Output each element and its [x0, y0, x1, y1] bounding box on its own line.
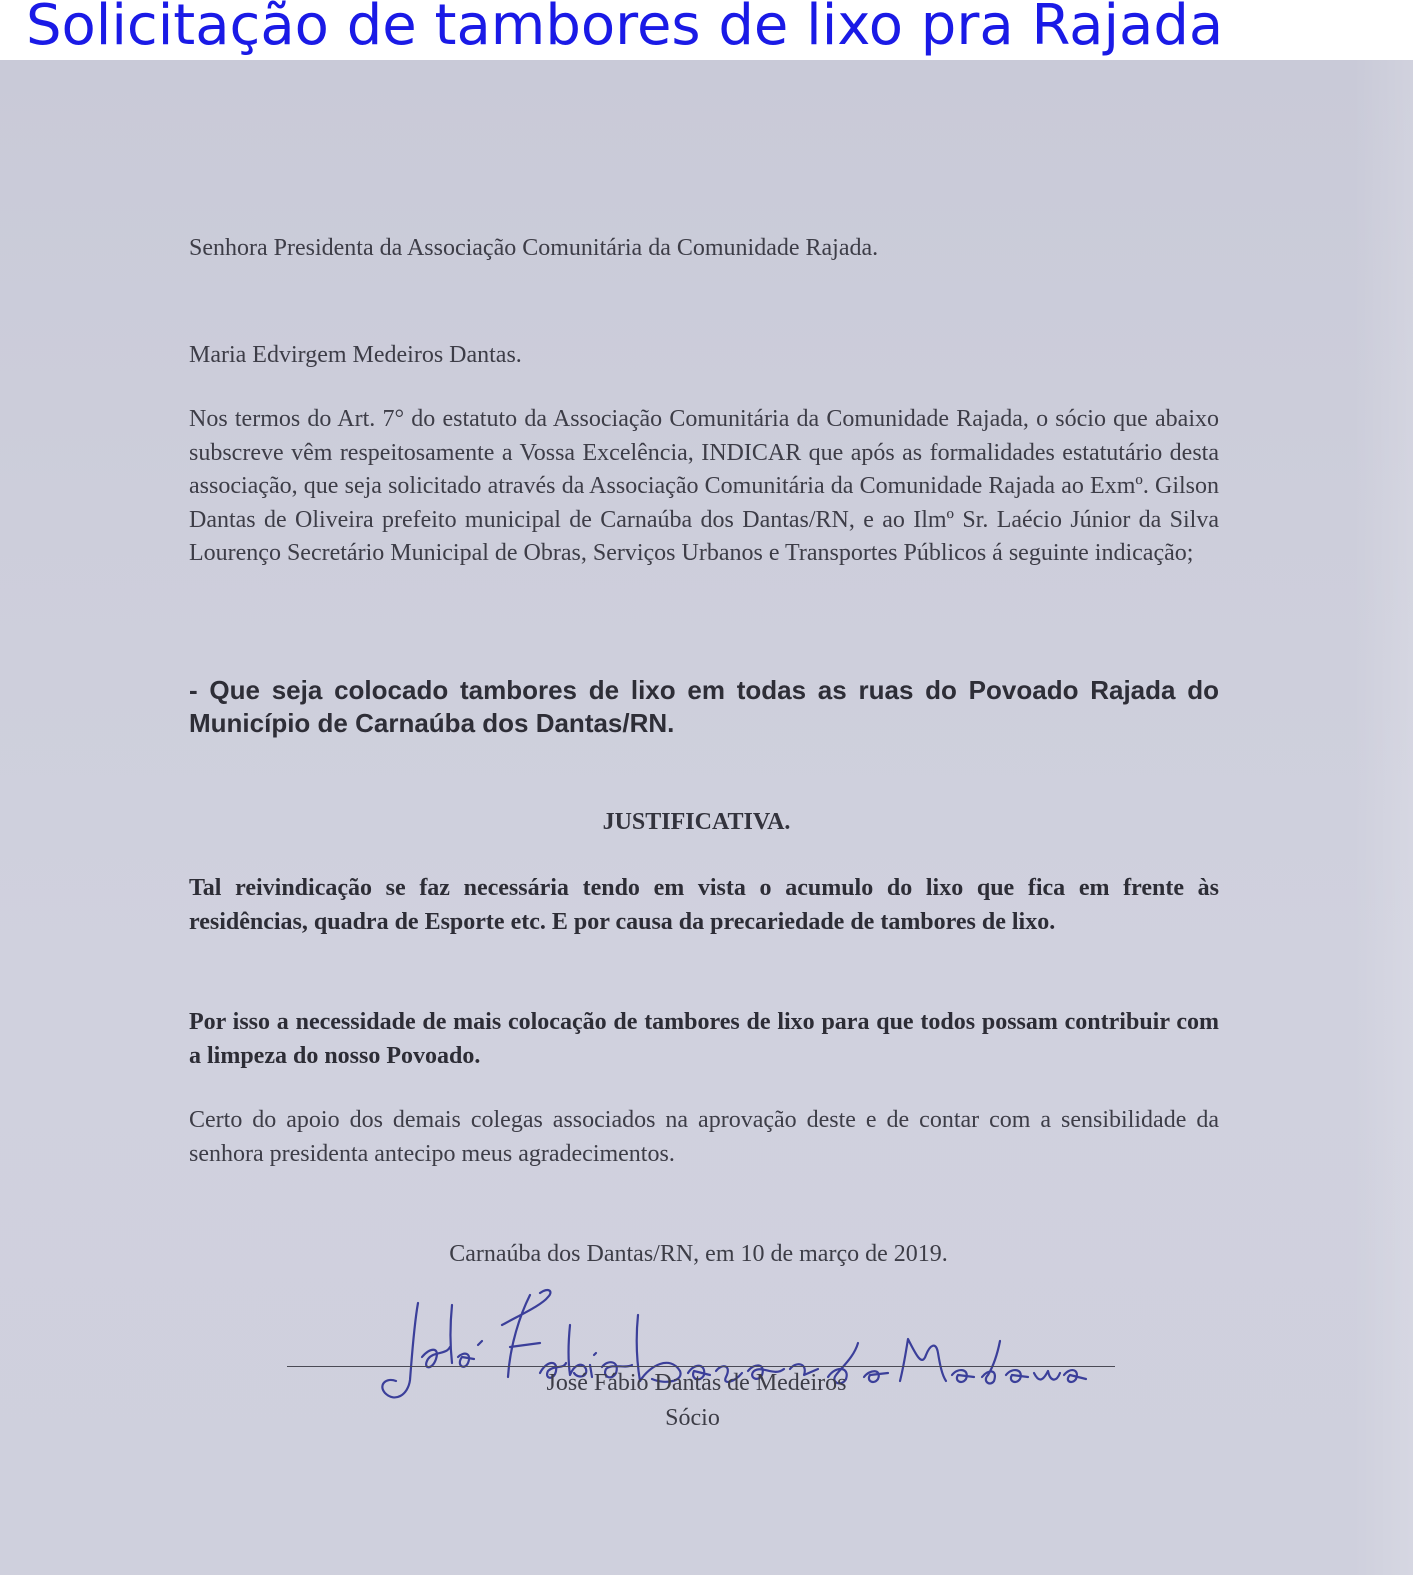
- closing-paragraph: Certo do apoio dos demais colegas associados na aprovação deste e de contar com a sensibilidade da senhora presidenta antecipo meus agradecimentos.: [189, 1107, 1219, 1167]
- scanned-letter: [0, 60, 1413, 1575]
- intro-paragraph: Nos termos do Art. 7° do estatuto da Associação Comunitária da Comunidade Rajada, o sócio que abaixo subscreve vêm respeitosamente a Vossa Excelência, INDICAR que após as formalidades estatutário desta associação, que seja solicitado através da Associação Comunitária da Comunidade Rajada ao Exmº. Gilson Dantas de Oliveira prefeito municipal de Carnaúba dos Dantas/RN, e ao Ilmº Sr. Laécio Júnior da Silva Lourenço Secretário Municipal de Obras, Serviços Urbanos e Transportes Públicos á seguinte indicação;: [189, 406, 1219, 566]
- justification-paragraph-2: Por isso a necessidade de mais colocação de tambores de lixo para que todos possam contribuir com a limpeza do nosso Povoado.: [189, 1009, 1219, 1069]
- indication-text: - Que seja colocado tambores de lixo em todas as ruas do Povoado Rajada do Município de Carnaúba dos Dantas/RN.: [189, 675, 1219, 738]
- letter-recipient-name: Maria Edvirgem Medeiros Dantas.: [189, 342, 522, 368]
- banner-title: Solicitação de tambores de lixo pra Rajada: [26, 0, 1224, 58]
- signer-name: José Fábio Dantas de Medeiros: [546, 1370, 847, 1396]
- justification-paragraph-1: Tal reivindicação se faz necessária tendo em vista o acumulo do lixo que fica em frente às residências, quadra de Esporte etc. E por causa da precariedade de tambores de lixo.: [189, 875, 1219, 935]
- place-and-date: Carnaúba dos Dantas/RN, em 10 de março de 2019.: [449, 1241, 948, 1267]
- letter-addressee: Senhora Presidenta da Associação Comunitária da Comunidade Rajada.: [189, 235, 879, 261]
- page-banner: [0, 0, 1418, 60]
- justification-heading: JUSTIFICATIVA.: [602, 809, 791, 835]
- signer-role: Sócio: [665, 1405, 720, 1431]
